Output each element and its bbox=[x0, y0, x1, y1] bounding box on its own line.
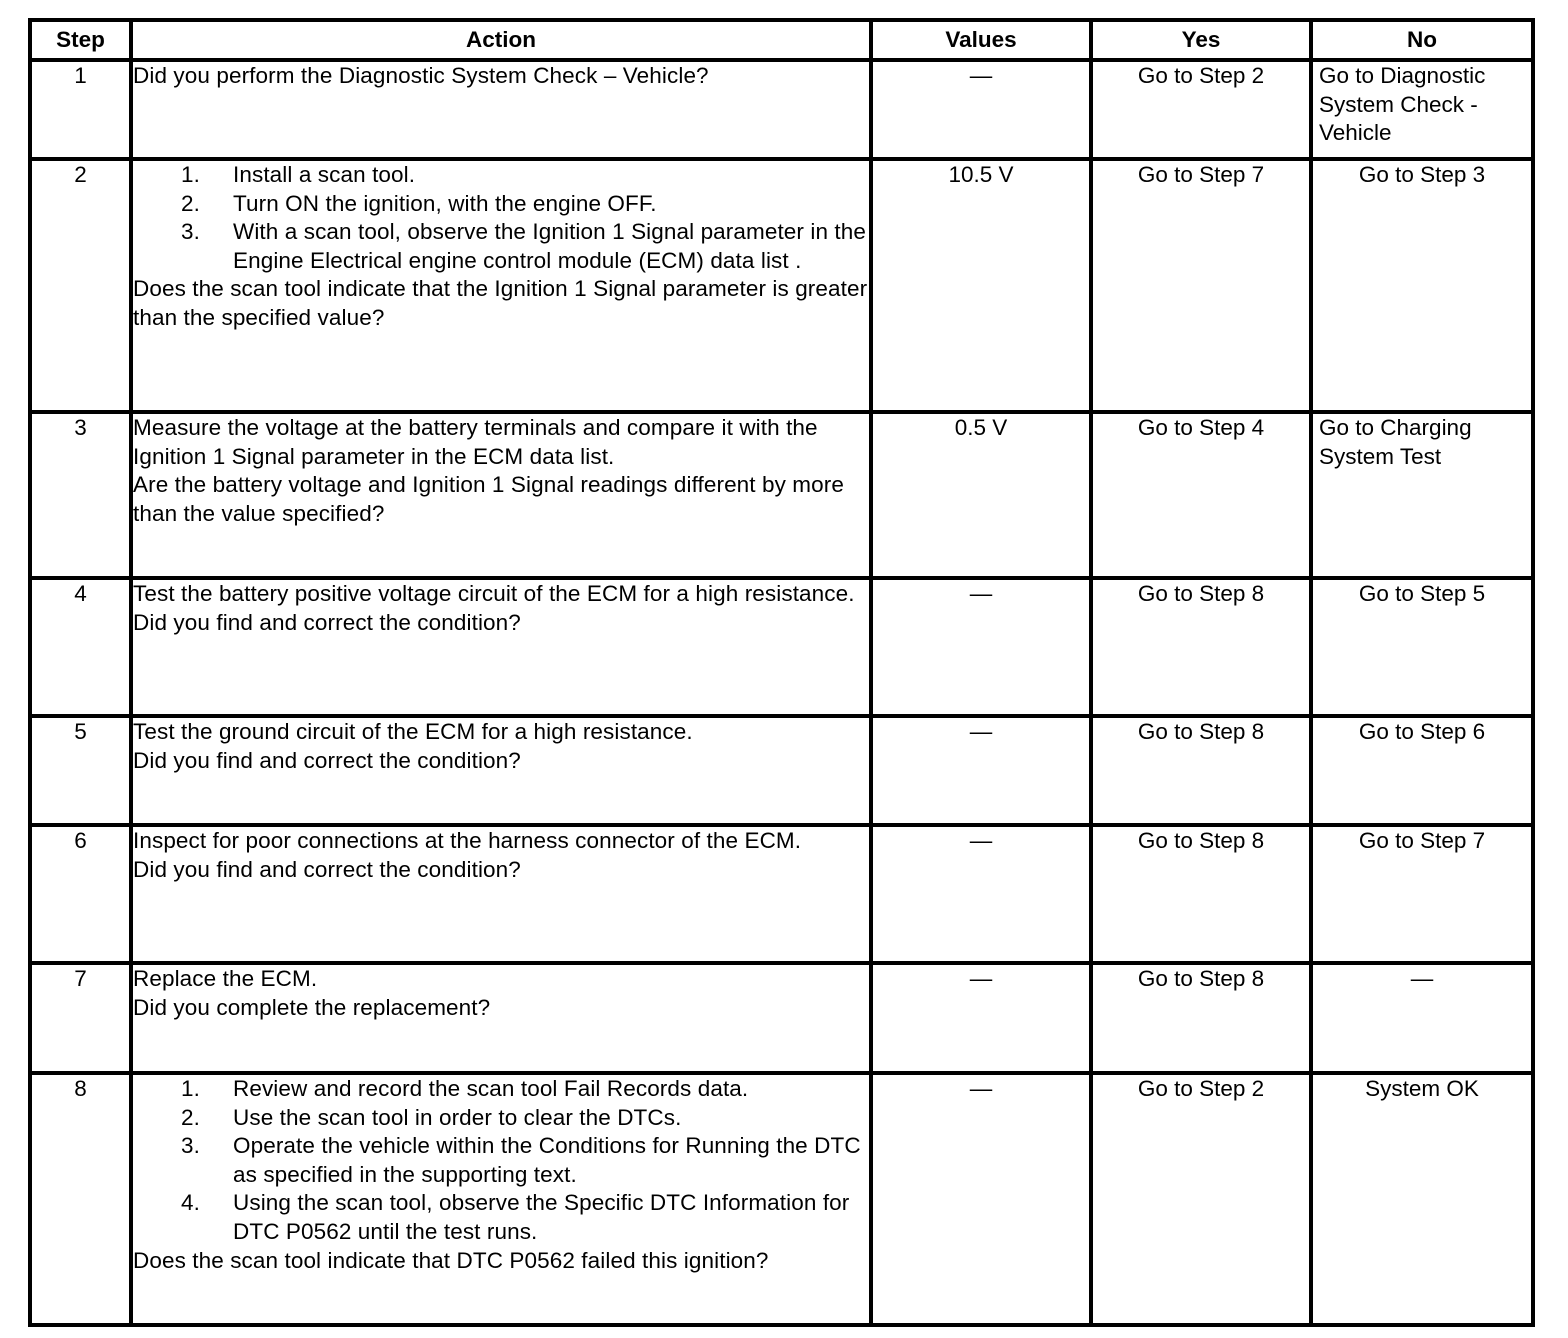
value-cell: 10.5 V bbox=[871, 159, 1091, 412]
procedure-list bbox=[133, 1075, 869, 1247]
no-cell: Go to Step 7 bbox=[1311, 825, 1533, 963]
value-cell: — bbox=[871, 578, 1091, 716]
no-cell: — bbox=[1311, 963, 1533, 1073]
step-number: 3 bbox=[30, 412, 131, 578]
step-number: 2 bbox=[30, 159, 131, 412]
list-item: 3. Operate the vehicle within the Conditions for Running the DTC as specified in the supporting text. bbox=[181, 1133, 861, 1187]
list-item: 1. Install a scan tool. bbox=[181, 162, 416, 187]
yes-cell: Go to Step 2 bbox=[1091, 60, 1311, 159]
yes-cell: Go to Step 8 bbox=[1091, 716, 1311, 825]
list-item: 1. Review and record the scan tool Fail Records data. bbox=[181, 1076, 749, 1101]
action-question: Did you find and correct the condition? bbox=[133, 856, 521, 882]
action-question: Did you find and correct the condition? bbox=[133, 747, 521, 773]
action-text: Did you perform the Diagnostic System Check – Vehicle? bbox=[133, 63, 709, 88]
list-item: 3. With a scan tool, observe the Ignition 1 Signal parameter in the Engine Electrical engine control module (ECM) data list . bbox=[181, 219, 867, 273]
header-action: Action bbox=[131, 20, 871, 60]
step-number: 4 bbox=[30, 578, 131, 716]
yes-cell: Go to Step 8 bbox=[1091, 578, 1311, 716]
yes-cell: Go to Step 7 bbox=[1091, 159, 1311, 412]
yes-cell: Go to Step 4 bbox=[1091, 412, 1311, 578]
no-cell: Go to Charging System Test bbox=[1311, 412, 1533, 578]
no-cell: Go to Diagnostic System Check - Vehicle bbox=[1311, 60, 1533, 159]
list-item: 2. Use the scan tool in order to clear the DTCs. bbox=[181, 1104, 682, 1130]
header-row bbox=[30, 20, 1533, 60]
step-number: 8 bbox=[30, 1073, 131, 1325]
table-row bbox=[30, 963, 1533, 1073]
step-number: 1 bbox=[30, 60, 131, 159]
table-row bbox=[30, 412, 1533, 578]
value-cell: 0.5 V bbox=[871, 412, 1091, 578]
action-text: Test the ground circuit of the ECM for a high resistance. bbox=[133, 719, 693, 744]
action-question: Did you find and correct the condition? bbox=[133, 609, 521, 635]
action-text: Test the battery positive voltage circuit of the ECM for a high resistance. bbox=[133, 581, 855, 606]
yes-cell: Go to Step 8 bbox=[1091, 963, 1311, 1073]
procedure-list bbox=[133, 161, 869, 275]
no-cell: Go to Step 5 bbox=[1311, 578, 1533, 716]
value-cell: — bbox=[871, 60, 1091, 159]
action-question: Did you complete the replacement? bbox=[133, 994, 491, 1020]
action-cell bbox=[131, 716, 871, 825]
action-question: Does the scan tool indicate that the Ignition 1 Signal parameter is greater than the specified value? bbox=[133, 276, 868, 330]
action-cell bbox=[131, 1073, 871, 1325]
header-values: Values bbox=[871, 20, 1091, 60]
table-row bbox=[30, 825, 1533, 963]
step-number: 5 bbox=[30, 716, 131, 825]
action-cell bbox=[131, 159, 871, 412]
table-row bbox=[30, 60, 1533, 159]
header-step: Step bbox=[30, 20, 131, 60]
diagnostic-table bbox=[28, 18, 1535, 1327]
action-text: Inspect for poor connections at the harness connector of the ECM. bbox=[133, 828, 802, 853]
action-cell bbox=[131, 825, 871, 963]
no-cell: Go to Step 6 bbox=[1311, 716, 1533, 825]
table-row bbox=[30, 716, 1533, 825]
step-number: 6 bbox=[30, 825, 131, 963]
table-row bbox=[30, 578, 1533, 716]
list-item: 2. Turn ON the ignition, with the engine OFF. bbox=[181, 190, 657, 216]
table-row bbox=[30, 159, 1533, 412]
action-cell bbox=[131, 963, 871, 1073]
header-yes: Yes bbox=[1091, 20, 1311, 60]
action-text: Measure the voltage at the battery terminals and compare it with the Ignition 1 Signal parameter in the ECM data list. bbox=[133, 415, 818, 469]
yes-cell: Go to Step 2 bbox=[1091, 1073, 1311, 1325]
yes-cell: Go to Step 8 bbox=[1091, 825, 1311, 963]
no-cell: Go to Step 3 bbox=[1311, 159, 1533, 412]
value-cell: — bbox=[871, 716, 1091, 825]
action-question: Does the scan tool indicate that DTC P0562 failed this ignition? bbox=[133, 1247, 769, 1273]
table-row bbox=[30, 1073, 1533, 1325]
action-question: Are the battery voltage and Ignition 1 Signal readings different by more than the value specified? bbox=[133, 472, 844, 526]
step-number: 7 bbox=[30, 963, 131, 1073]
header-no: No bbox=[1311, 20, 1533, 60]
value-cell: — bbox=[871, 825, 1091, 963]
value-cell: — bbox=[871, 963, 1091, 1073]
action-cell bbox=[131, 578, 871, 716]
action-cell bbox=[131, 60, 871, 159]
value-cell: — bbox=[871, 1073, 1091, 1325]
action-cell bbox=[131, 412, 871, 578]
action-text: Replace the ECM. bbox=[133, 966, 318, 991]
no-cell: System OK bbox=[1311, 1073, 1533, 1325]
list-item: 4. Using the scan tool, observe the Specific DTC Information for DTC P0562 until the test runs. bbox=[181, 1190, 850, 1244]
